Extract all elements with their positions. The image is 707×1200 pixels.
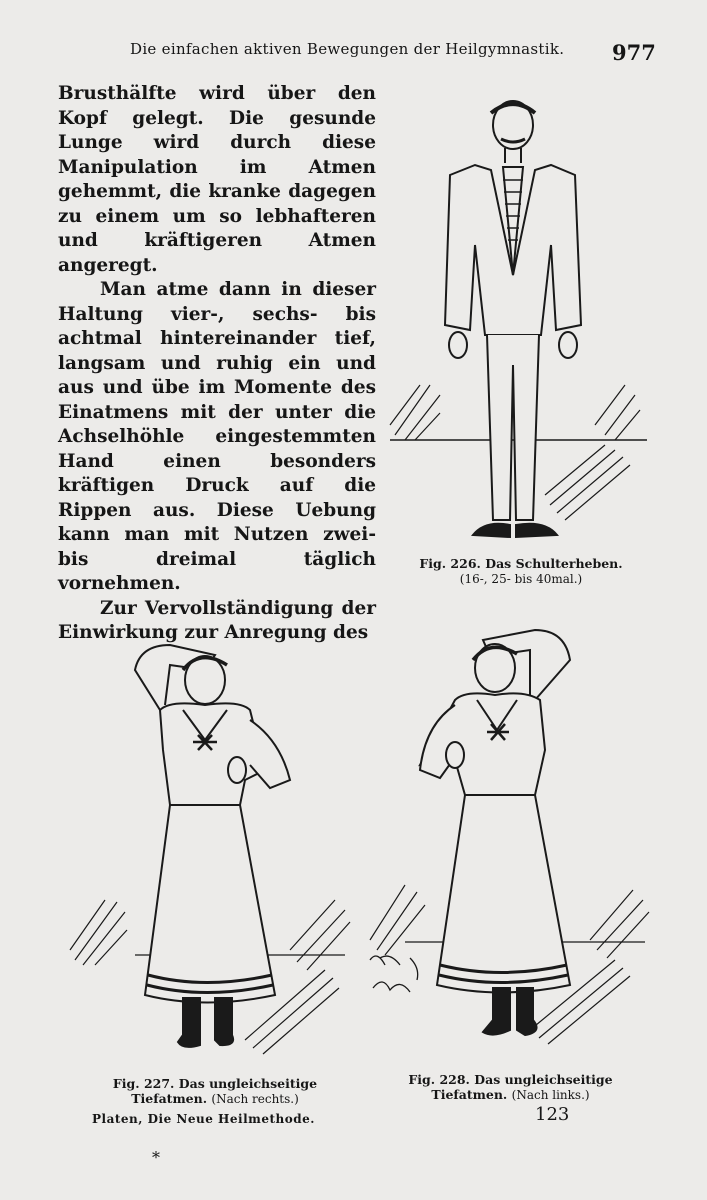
fig-226-sub: (16-, 25- bis 40mal.) (459, 572, 583, 586)
fig-227-sub: (Nach rechts.) (211, 1092, 299, 1106)
caption-fig-228 (378, 1072, 643, 1103)
fig-226-label: Fig. 226. (419, 556, 481, 571)
fig-227-title: Das ungleichseitige (178, 1076, 318, 1091)
asterisk-mark: * (152, 1148, 160, 1167)
figure-226-illustration (385, 95, 655, 550)
paragraph-1: Brusthälfte wird über den Kopf gelegt. Die gesunde Lunge wird durch diese Manipulation im Atmen gehemmt, die kranke dagegen zu einem um so lebhafteren und kräftigeren Atmen angeregt. (58, 83, 376, 276)
fig-228-title2: Tiefatmen. (431, 1087, 508, 1102)
fig-228-title: Das ungleichseitige (474, 1072, 613, 1087)
fig-226-title: Das Schulterheben. (485, 556, 623, 571)
body-text (58, 82, 376, 646)
fig-228-label: Fig. 228. (408, 1072, 470, 1087)
page-number: 977 (612, 40, 656, 65)
figure-228-illustration (365, 620, 660, 1060)
paragraph-3: Zur Vervollständigung der Einwirkung zur Anregung des (58, 597, 376, 643)
fig-228-sub: (Nach links.) (511, 1088, 590, 1102)
footer-imprint: Platen, Die Neue Heilmethode. (92, 1112, 315, 1126)
fig-227-label: Fig. 227. (112, 1076, 175, 1091)
signature-number: 123 (535, 1104, 570, 1125)
figure-227-illustration (65, 630, 360, 1070)
running-head: Die einfachen aktiven Bewegungen der Heilgymnastik. (130, 40, 565, 58)
caption-fig-227 (75, 1076, 355, 1107)
paragraph-2: Man atme dann in dieser Haltung vier-, sechs- bis achtmal hintereinander tief, langsam und ruhig ein und aus und übe im Momente des Einatmens mit der unter die Achselhöhle eingestemmten Hand einen besonders kräftigen Druck auf die Rippen aus. Diese Uebung kann man mit Nutzen zwei- bis dreimal täglich vornehmen. (58, 279, 376, 594)
caption-fig-226 (395, 556, 647, 587)
fig-227-title2: Tiefatmen. (131, 1091, 208, 1106)
